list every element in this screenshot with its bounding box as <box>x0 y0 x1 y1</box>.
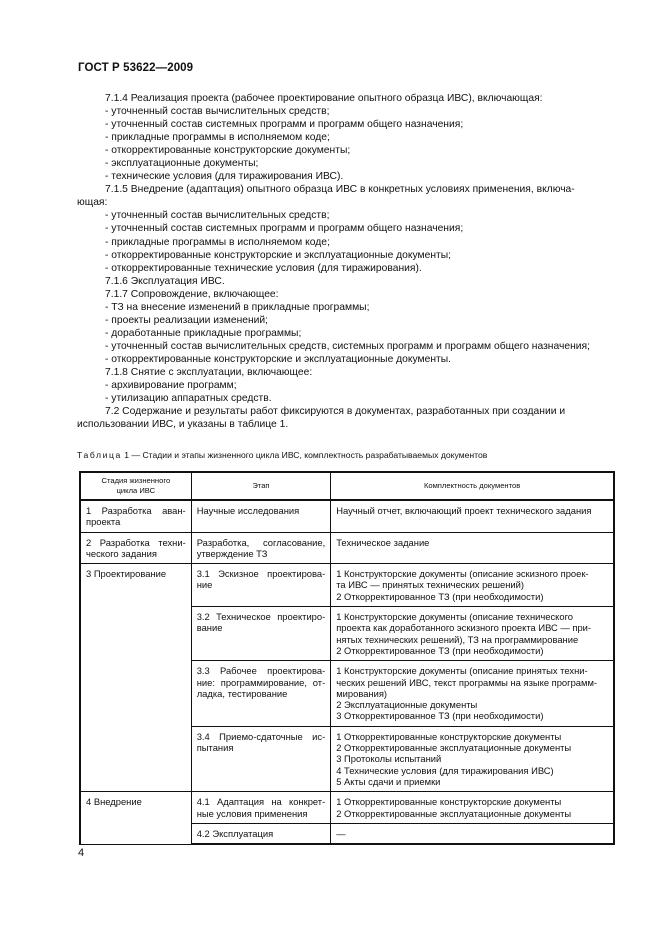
list-item: - откорректированные конструкторские документы; <box>105 145 351 157</box>
docs-cell: 1 Откорректированные конструкторские документы 2 Откорректированные эксплуатационные документы <box>331 792 614 824</box>
step-cell: 3.2 Техническое проектиро- вание <box>191 607 331 661</box>
paragraph-7-1-4: 7.1.4 Реализация проекта (рабочее проектирование опытного образца ИВС), включающая: <box>105 93 543 104</box>
step-cell: 4.1 Адаптация на конкрет- ные условия применения <box>191 792 331 824</box>
paragraph-7-1-8: 7.1.8 Снятие с эксплуатации, включающее: <box>105 366 313 378</box>
docs-cell: — <box>331 823 614 844</box>
step-cell: 3.4 Приемо-сдаточные ис- пытания <box>191 726 331 791</box>
body-text <box>77 92 617 431</box>
paragraph-7-1-7: 7.1.7 Сопровождение, включающее: <box>105 288 279 300</box>
step-cell: 3.3 Рабочее проектирова- ние: программирование, от- ладка, тестирование <box>191 661 331 726</box>
stage-cell: 1 Разработка аван- проекта <box>80 500 191 532</box>
header-step: Этап <box>191 472 331 500</box>
docs-cell: 1 Конструкторские документы (описание эскизного проек- та ИВС — принятых технических решений) 2 Откорректированное ТЗ (при необходимости) <box>331 564 614 607</box>
paragraph-7-1-6: 7.1.6 Эксплуатация ИВС. <box>105 275 225 287</box>
step-cell: 4.2 Эксплуатация <box>191 823 331 844</box>
docs-cell: 1 Конструкторские документы (описание принятых техни- ческих решений ИВС, текст программы на языке программ- мирования) 2 Эксплуатационные документы 3 Откорректированное ТЗ (при необходимости) <box>331 661 614 726</box>
table-row <box>80 792 614 824</box>
table-caption <box>77 450 487 460</box>
list-item: - доработанные прикладные программы; <box>105 327 302 339</box>
list-item: - эксплуатационные документы; <box>105 158 259 170</box>
list-item: - уточненный состав вычислительных средств; <box>105 106 330 118</box>
docs-cell: 1 Откорректированные конструкторские документы 2 Откорректированные эксплуатационные документы 3 Протоколы испытаний 4 Технические условия (для тиражирования ИВС) 5 Акты сдачи и приемки <box>331 726 614 791</box>
stage-cell: 4 Внедрение <box>80 792 191 844</box>
header-docs: Комплектность документов <box>331 472 614 500</box>
document-header: ГОСТ Р 53622—2009 <box>78 62 194 74</box>
paragraph-7-2: 7.2 Содержание и результаты работ фиксируются в документах, разработанных при создании и <box>105 406 566 418</box>
list-item: - откорректированные конструкторские и эксплуатационные документы. <box>105 353 452 365</box>
stage-cell: 2 Разработка техни- ческого задания <box>80 532 191 564</box>
docs-cell: Техническое задание <box>331 532 614 564</box>
table-row <box>80 532 614 564</box>
table-header-row <box>80 472 614 500</box>
step-cell: 3.1 Эскизное проектирова- ние <box>191 564 331 607</box>
step-cell: Разработка, согласование, утверждение ТЗ <box>191 532 331 564</box>
table-caption-text: 1 — Стадии и этапы жизненного цикла ИВС, комплектность разрабатываемых документов <box>121 450 488 460</box>
docs-cell: 1 Конструкторские документы (описание технического проекта как доработанного эскизного проекта ИВС — при- нятых технических решений), ТЗ на программирование 2 Откорректированное ТЗ (при необходимости) <box>331 607 614 661</box>
list-item: - уточненный состав вычислительных средств; <box>105 210 330 222</box>
header-stage: Стадия жизненного цикла ИВС <box>80 472 191 500</box>
list-item: - откорректированные конструкторские и эксплуатационные документы; <box>105 249 452 261</box>
list-item: - прикладные программы в исполняемом коде; <box>105 132 330 144</box>
list-item: - откорректированные технические условия (для тиражирования). <box>105 262 422 274</box>
list-item: - уточненный состав системных программ и программ общего назначения; <box>105 119 464 131</box>
list-item: - утилизацию аппаратных средств. <box>105 393 272 405</box>
lifecycle-table <box>79 471 615 845</box>
docs-cell: Научный отчет, включающий проект технического задания <box>331 500 614 532</box>
list-item: - технические условия (для тиражирования ИВС). <box>105 171 344 183</box>
paragraph-7-2-cont: использовании ИВС, и указаны в таблице 1. <box>77 419 289 431</box>
list-item: - прикладные программы в исполняемом коде; <box>105 236 330 248</box>
list-item: - проекты реализации изменений; <box>105 314 269 326</box>
table-row <box>80 500 614 532</box>
list-item: - уточненный состав системных программ и программ общего назначения; <box>105 223 464 235</box>
table-row <box>80 564 614 607</box>
list-item: - ТЗ на внесение изменений в прикладные программы; <box>105 301 370 313</box>
list-item: - архивирование программ; <box>105 380 237 392</box>
stage-cell: 3 Проектирование <box>80 564 191 792</box>
page-number: 4 <box>78 847 85 859</box>
paragraph-7-1-5: 7.1.5 Внедрение (адаптация) опытного образца ИВС в конкретных условиях применения, включа- <box>105 184 575 196</box>
paragraph-7-1-5-cont: ющая: <box>77 197 108 209</box>
step-cell: Научные исследования <box>191 500 331 532</box>
list-item: - уточненный состав вычислительных средств, системных программ и программ общего назначения; <box>105 340 590 352</box>
table-caption-label: Таблица <box>77 450 122 460</box>
